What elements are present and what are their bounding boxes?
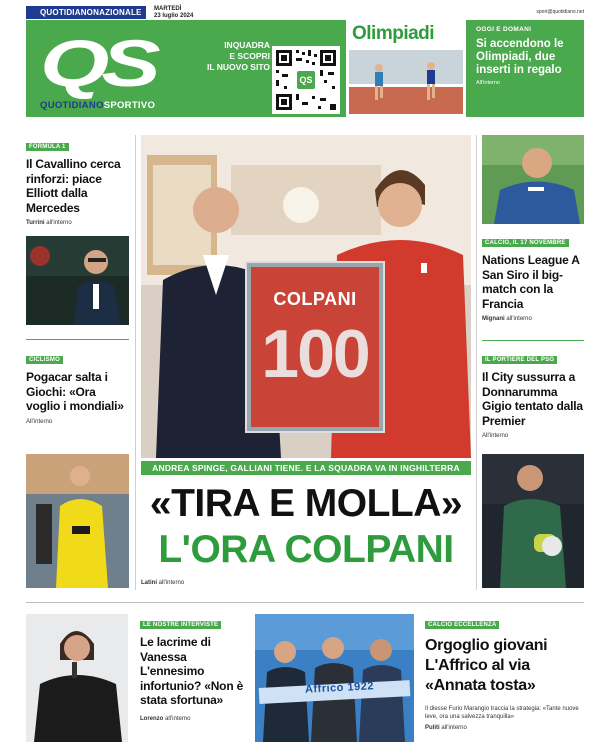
author-name: Mignani <box>482 316 505 322</box>
coach-photo <box>482 135 584 224</box>
olimpiadi-photo <box>349 50 463 114</box>
side-header-title: Si accendono le Olimpiadi, due inserti in regalo <box>476 38 564 76</box>
story-title: Le lacrime di Vanessa L'ennesimo infortunio? «Non è stata sfortuna» <box>140 635 244 707</box>
right-photo-2 <box>482 454 584 588</box>
main-headline-2[interactable]: L'ORA COLPANI <box>158 528 454 571</box>
story-author <box>140 716 248 722</box>
olimpiadi-title: Olimpiadi <box>346 20 466 48</box>
bottom-story-2[interactable] <box>425 613 585 731</box>
contact-email[interactable]: sport@quotidiano.net <box>536 9 584 15</box>
bottom-photo-2 <box>255 614 414 742</box>
section-divider <box>26 602 584 603</box>
author-rest: all'interno <box>504 316 532 322</box>
author-rest: all'interno <box>439 725 467 731</box>
story-title: Il City sussurra a Donnarumma Gigio tentato dalla Premier <box>482 370 583 428</box>
story-author <box>425 725 585 731</box>
story-author <box>482 316 586 322</box>
story-kicker: CICLISMO <box>26 356 63 364</box>
author-rest: all'interno <box>163 715 191 722</box>
side-header-kicker: OGGI E DOMANI <box>476 26 532 33</box>
team-photo <box>255 614 414 742</box>
left-photo-1 <box>26 236 129 325</box>
story-title: Orgoglio giovani L'Affrico al via «Annata tosta» <box>425 637 548 694</box>
main-headline-1[interactable]: «TIRA E MOLLA» <box>149 482 463 525</box>
author-name: Latini <box>141 580 157 586</box>
weekday: MARTEDÌ <box>154 6 182 12</box>
author-rest: all'interno <box>157 580 185 586</box>
left-story-1[interactable] <box>26 135 130 226</box>
date: 23 luglio 2024 <box>154 13 194 19</box>
site-promo[interactable] <box>192 40 270 73</box>
story-author <box>26 220 130 226</box>
main-author <box>141 580 184 586</box>
story-title: Pogacar salta i Giochi: «Ora voglio i mondiali» <box>26 370 124 413</box>
story-kicker: IL PORTIERE DEL PSG <box>482 356 557 364</box>
top-bar <box>26 6 584 20</box>
story-kicker: CALCIO ECCELLENZA <box>425 621 499 629</box>
story-summary: Il diesse Furio Marangio traccia la strategia: «Tante nuove leve, ora una salvezza tranquilla» <box>425 706 579 720</box>
masthead-subtitle <box>40 100 155 111</box>
side-header-story[interactable] <box>472 20 584 117</box>
left-story-2[interactable] <box>26 348 130 425</box>
promo-line-3: IL NUOVO SITO <box>207 62 270 72</box>
column-separator-left <box>135 135 136 590</box>
right-story-1[interactable] <box>482 231 586 322</box>
olimpiadi-box[interactable] <box>346 20 466 117</box>
author-name: Turrini <box>26 220 45 226</box>
main-banner: ANDREA SPINGE, GALLIANI TIENE. E LA SQUADRA VA IN INGHILTERRA <box>141 461 471 475</box>
story-kicker: LE NOSTRE INTERVISTE <box>140 621 221 629</box>
qr-code[interactable] <box>272 46 340 114</box>
main-photo <box>141 135 471 458</box>
story-kicker: CALCIO, IL 17 NOVEMBRE <box>482 239 569 247</box>
side-header-author: All'interno <box>476 80 500 86</box>
promo-line-1: INQUADRA <box>224 40 270 50</box>
driver-manager-photo <box>26 236 129 325</box>
interview-photo <box>26 614 128 742</box>
subtitle-b: SPORTIVO <box>103 100 156 111</box>
story-author: All'interno <box>482 433 509 439</box>
athletes-illustration <box>349 50 463 114</box>
divider <box>482 340 584 341</box>
author-name: Puliti <box>425 725 440 731</box>
story-title: Nations League A San Siro il big-match con la Francia <box>482 253 580 311</box>
left-photo-2 <box>26 454 129 588</box>
issue-date <box>154 6 193 20</box>
column-separator-right <box>476 135 477 590</box>
story-title: Il Cavallino cerca rinforzi: piace Elliott dalla Mercedes <box>26 157 121 215</box>
scarf-text: Affrico 1922 <box>304 680 375 696</box>
qr-code-graphic <box>274 48 338 112</box>
plaque-name: COLPANI <box>273 289 357 309</box>
promo-line-2: E SCOPRI <box>229 51 270 61</box>
jersey-plaque <box>247 263 383 431</box>
right-photo-1 <box>482 135 584 224</box>
network-label: QUOTIDIANONAZIONALE <box>26 6 146 19</box>
cyclist-photo <box>26 454 129 588</box>
subtitle-a: QUOTIDIANO <box>40 100 104 111</box>
goalkeeper-photo <box>482 454 584 588</box>
author-name: Lorenzo <box>140 715 164 722</box>
qs-logo[interactable]: QS <box>40 26 153 100</box>
bottom-photo-1 <box>26 614 128 742</box>
right-story-2[interactable] <box>482 348 586 439</box>
plaque-number: 100 <box>261 316 369 392</box>
story-kicker: FORMULA 1 <box>26 143 69 151</box>
masthead <box>26 20 584 117</box>
divider <box>26 339 129 340</box>
qr-label: QS <box>299 75 313 85</box>
bottom-story-1[interactable] <box>140 613 248 722</box>
author-rest: all'interno <box>44 220 72 226</box>
story-author: All'interno <box>26 418 53 425</box>
